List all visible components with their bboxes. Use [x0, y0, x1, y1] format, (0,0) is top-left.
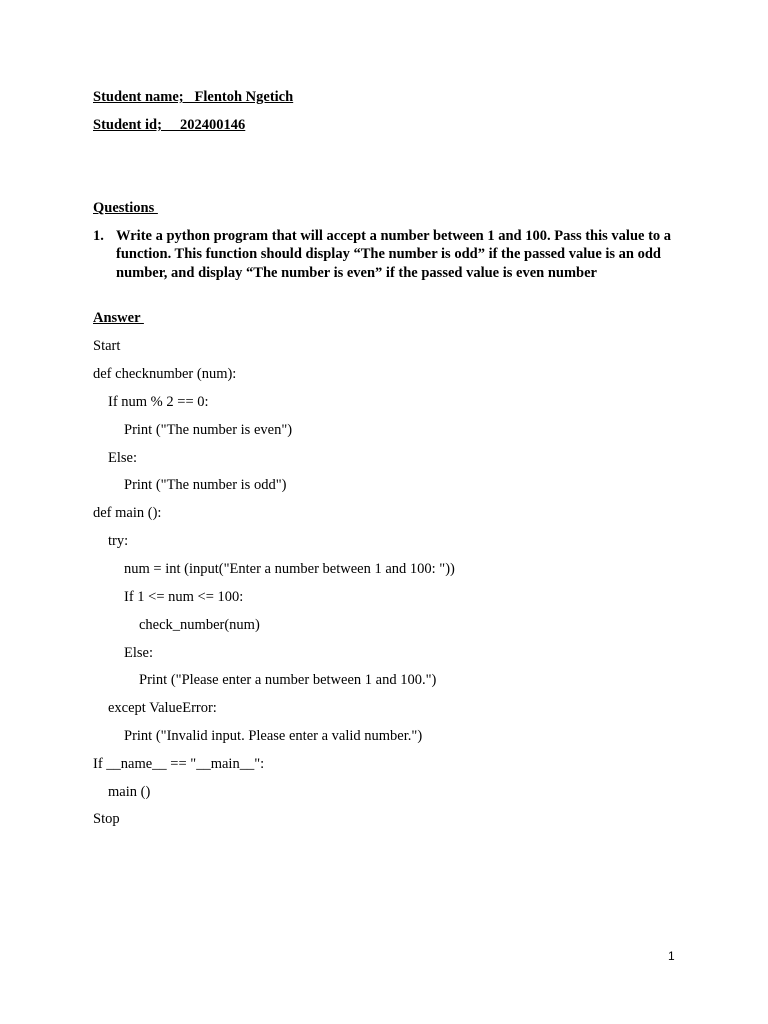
- code-line-call-check: check_number(num): [139, 617, 260, 633]
- code-line-print-range: Print ("Please enter a number between 1 and 100."): [139, 672, 437, 688]
- code-line-if-even: If num % 2 == 0:: [108, 394, 209, 410]
- code-line-try: try:: [108, 533, 129, 549]
- answer-heading: Answer: [93, 310, 144, 326]
- code-line-if-range: If 1 <= num <= 100:: [124, 589, 244, 605]
- code-line-start: Start: [93, 338, 121, 354]
- questions-heading: Questions: [93, 200, 158, 216]
- student-name: Student name; Flentoh Ngetich: [93, 89, 294, 105]
- code-line-print-odd: Print ("The number is odd"): [124, 477, 287, 493]
- code-line-input: num = int (input("Enter a number between 1 and 100: ")): [124, 561, 455, 577]
- code-line-except: except ValueError:: [108, 700, 217, 716]
- question-text: Write a python program that will accept a number between 1 and 100. Pass this value to a function. This function should display “The number is odd” if the passed value is an odd number, and display “The number is even” if the passed value is even number: [116, 228, 672, 281]
- code-line-else-range: Else:: [124, 645, 153, 661]
- code-line-else: Else:: [108, 450, 137, 466]
- code-line-stop: Stop: [93, 811, 120, 827]
- question-number: 1.: [93, 228, 104, 244]
- code-line-call-main: main (): [108, 784, 151, 800]
- code-line-print-invalid: Print ("Invalid input. Please enter a valid number."): [124, 728, 423, 744]
- code-line-print-even: Print ("The number is even"): [124, 422, 293, 438]
- student-id: Student id; 202400146: [93, 117, 246, 133]
- page-number: 1: [668, 949, 675, 963]
- code-line-if-name-main: If __name__ == "__main__":: [93, 756, 265, 772]
- code-line-def-main: def main ():: [93, 505, 162, 521]
- code-line-def-checknumber: def checknumber (num):: [93, 366, 237, 382]
